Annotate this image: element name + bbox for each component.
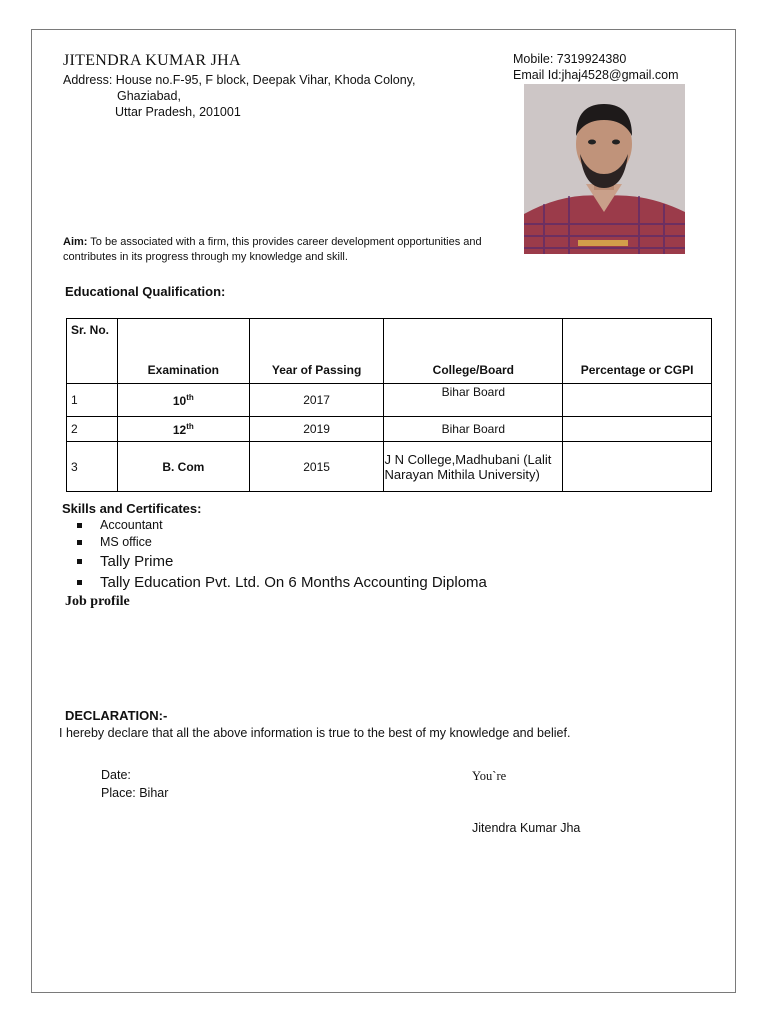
col-percentage: Percentage or CGPI xyxy=(563,319,712,384)
closing-text: You`re xyxy=(472,769,507,783)
row-sr: 2 xyxy=(67,417,118,442)
col-sr-no: Sr. No. xyxy=(67,319,118,384)
job-profile-heading: Job profile xyxy=(65,594,130,609)
career-aim xyxy=(63,235,503,265)
exam-value: 10 xyxy=(172,393,187,408)
row-year: 2017 xyxy=(249,384,384,417)
row-exam xyxy=(117,442,249,492)
candidate-name: JITENDRA KUMAR JHA xyxy=(63,52,241,69)
exam-suffix: th xyxy=(186,392,194,402)
place-label: Place: Bihar xyxy=(101,786,169,800)
row-year: 2015 xyxy=(249,442,384,492)
exam-value: B. Com xyxy=(162,459,205,474)
row-college: J N College,Madhubani (Lalit Narayan Mithila University) xyxy=(384,442,563,492)
mobile-number: Mobile: 7319924380 xyxy=(513,52,627,66)
declaration-heading: DECLARATION:- xyxy=(65,708,168,723)
signature-name: Jitendra Kumar Jha xyxy=(472,821,581,835)
row-percentage xyxy=(563,442,712,492)
portrait-image xyxy=(524,84,685,254)
row-percentage xyxy=(563,417,712,442)
list-item: Tally Education Pvt. Ltd. On 6 Months Accounting Diploma xyxy=(62,572,487,593)
email-address: Email Id:jhaj4528@gmail.com xyxy=(513,68,679,82)
list-item: MS office xyxy=(62,534,487,551)
exam-value: 12 xyxy=(172,422,187,437)
education-table xyxy=(66,318,712,492)
address-line-2: Ghaziabad, xyxy=(117,89,181,103)
skills-heading: Skills and Certificates: xyxy=(62,501,202,516)
list-item: Accountant xyxy=(62,517,487,534)
col-year: Year of Passing xyxy=(249,319,384,384)
row-year: 2019 xyxy=(249,417,384,442)
table-row xyxy=(67,442,712,492)
aim-label: Aim: xyxy=(63,236,88,248)
education-heading: Educational Qualification: xyxy=(65,284,226,299)
date-label: Date: xyxy=(101,768,131,782)
col-college: College/Board xyxy=(384,319,563,384)
row-exam xyxy=(117,417,249,442)
skills-list xyxy=(62,517,487,593)
table-row xyxy=(67,384,712,417)
row-sr: 1 xyxy=(67,384,118,417)
declaration-text: I hereby declare that all the above information is true to the best of my knowledge and belief. xyxy=(59,726,571,740)
address-block xyxy=(63,72,416,120)
row-college: Bihar Board xyxy=(384,384,563,417)
list-item: Tally Prime xyxy=(62,551,487,572)
address-line-1: Address: House no.F-95, F block, Deepak Vihar, Khoda Colony, xyxy=(63,73,416,87)
row-sr: 3 xyxy=(67,442,118,492)
row-exam xyxy=(117,384,249,417)
profile-photo xyxy=(524,84,685,254)
exam-suffix: th xyxy=(186,421,194,431)
address-line-3: Uttar Pradesh, 201001 xyxy=(115,105,241,119)
table-row xyxy=(67,417,712,442)
row-percentage xyxy=(563,384,712,417)
row-college: Bihar Board xyxy=(384,417,563,442)
table-header-row xyxy=(67,319,712,384)
aim-text: To be associated with a firm, this provides career development opportunities and contributes in its progress through my knowledge and skill. xyxy=(63,236,482,263)
col-examination: Examination xyxy=(117,319,249,384)
